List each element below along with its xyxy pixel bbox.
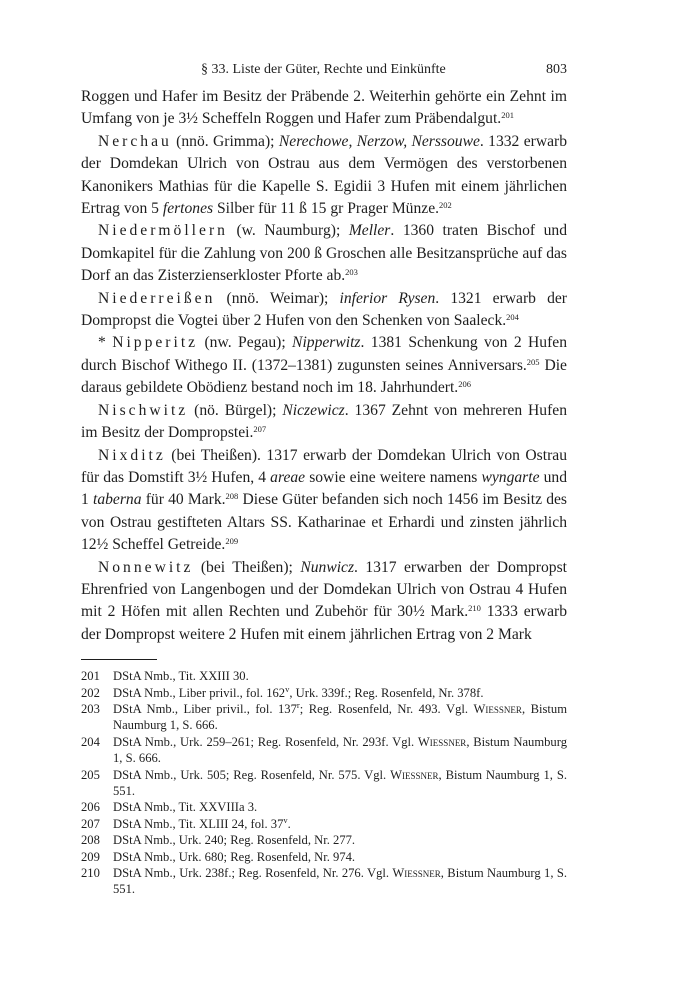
text-run: DStA Nmb., Liber privil., fol. 162 xyxy=(113,685,286,700)
running-header xyxy=(81,56,567,86)
text-run: (nnö. Grimma); xyxy=(171,132,279,150)
footnote xyxy=(81,767,567,800)
footnote-text xyxy=(113,734,567,767)
paragraph xyxy=(81,131,567,221)
italic-text: Meller xyxy=(348,222,391,240)
footnote-text xyxy=(113,799,567,815)
text-run: ; Reg. Rosenfeld, Nr. 493. Vgl. xyxy=(299,701,474,716)
footnote-number: 202 xyxy=(81,685,100,700)
superscript: v xyxy=(285,683,290,694)
footnote-number: 201 xyxy=(81,669,100,684)
text-run: . 1360 traten Bischof und Domkapitel für die Zahlung von 200 ß Groschen alle Besitzansprüche auf das Dorf an das Zisterzienserkloster Pforte ab. xyxy=(81,222,567,285)
italic-text: wyngarte xyxy=(481,468,540,486)
superscript: 204 xyxy=(506,312,519,323)
footnote-separator xyxy=(81,659,157,660)
superscript: v xyxy=(283,814,288,825)
text-run: . 1317 erwarben der Dompropst Ehrenfried von Langenbogen und der Domdekan Ulrich von Ostrau 4 Hufen mit 2 Höfen mit allen Rechten und Zubehör für 30½ Mark. xyxy=(81,558,567,621)
paragraph xyxy=(81,332,567,399)
italic-text: fertones xyxy=(162,200,214,218)
superscript: 206 xyxy=(458,379,471,390)
text-run: DStA Nmb., Urk. 259–261; Reg. Rosenfeld, Nr. 293f. Vgl. xyxy=(113,734,418,749)
footnote-text xyxy=(113,668,567,684)
small-caps-author: Wiessner xyxy=(417,734,467,749)
text-run: für 40 Mark. xyxy=(141,491,226,509)
footnote xyxy=(81,701,567,734)
footnote xyxy=(81,668,567,684)
footnote xyxy=(81,849,567,865)
paragraph xyxy=(81,220,567,287)
footnote xyxy=(81,799,567,815)
text-run: . 1367 Zehnt von mehreren Hufen im Besitz der Dompropstei. xyxy=(81,401,567,442)
text-run: . xyxy=(287,816,291,831)
footnote-number: 203 xyxy=(81,701,100,716)
footnote-number: 206 xyxy=(81,800,100,815)
text-run: DStA Nmb., Tit. XXVIIIa 3. xyxy=(113,800,258,815)
text-run: (nö. Bürgel); xyxy=(188,401,283,419)
text-run: (nnö. Weimar); xyxy=(215,289,340,307)
superscript: 209 xyxy=(225,536,239,547)
italic-text: inferior Rysen xyxy=(339,289,436,307)
running-title: § 33. Liste der Güter, Rechte und Einkünfte xyxy=(201,62,446,77)
footnote xyxy=(81,816,567,832)
text-run: , Bistum Naumburg 1, S. 551. xyxy=(113,767,567,798)
footnote-text xyxy=(113,701,567,734)
footnote xyxy=(81,734,567,767)
footnotes xyxy=(81,668,567,898)
text-run: sowie eine weitere namens xyxy=(305,468,482,486)
paragraph xyxy=(81,288,567,333)
text-run: DStA Nmb., Urk. 240; Reg. Rosenfeld, Nr. 277. xyxy=(113,833,356,848)
text-run: , Bistum Naumburg 1, S. 666. xyxy=(113,701,567,733)
footnote-number: 208 xyxy=(81,833,100,848)
spaced-place-name: Nonnewitz xyxy=(98,558,194,576)
footnote xyxy=(81,685,567,701)
superscript: 205 xyxy=(526,356,540,367)
superscript: 207 xyxy=(253,424,267,435)
footnote-number: 210 xyxy=(81,866,100,881)
body-text xyxy=(81,86,567,646)
text-run: Silber für 11 ß 15 gr Prager Münze. xyxy=(213,200,440,218)
italic-text: Nerechowe, Nerzow, Nerssouwe xyxy=(278,132,480,150)
paragraph xyxy=(81,400,567,445)
text-run: DStA Nmb., Urk. 238f.; Reg. Rosenfeld, Nr. 276. Vgl. xyxy=(113,866,393,881)
text-run: DStA Nmb., Urk. 680; Reg. Rosenfeld, Nr. 974. xyxy=(113,849,356,864)
footnote-text xyxy=(113,816,567,832)
spaced-place-name: Niederreißen xyxy=(98,289,216,307)
footnote-number: 207 xyxy=(81,816,100,831)
superscript: 208 xyxy=(225,491,239,502)
italic-text: taberna xyxy=(93,491,142,509)
text-run: Diese Güter befanden sich noch 1456 im Besitz des von Ostrau gestifteten Altars SS. Katharinae et Erhardi und zinsten jährlich 12½ Scheffel Getreide. xyxy=(81,491,567,554)
italic-text: areae xyxy=(270,468,306,486)
spaced-place-name: Nixditz xyxy=(98,446,166,464)
text-run: (bei Theißen). 1317 erwarb der Domdekan Ulrich von Ostrau für das Domstift 3½ Hufen, 4 xyxy=(81,446,567,486)
small-caps-author: Wiessner xyxy=(390,767,439,782)
page-number: 803 xyxy=(546,62,567,77)
footnote-number: 209 xyxy=(81,849,100,864)
text-run: . 1332 erwarb der Domdekan Ulrich von Ostrau aus dem Vermögen des verstorbenen Kanonikers Mathias für die Kapelle S. Egidii 3 Hufen mit einem jährlichen Ertrag von 5 xyxy=(81,132,567,218)
footnote-text xyxy=(113,865,567,898)
superscript: 210 xyxy=(468,603,481,614)
spaced-place-name: Nipperitz xyxy=(112,334,199,352)
paragraph xyxy=(81,86,567,131)
superscript: 203 xyxy=(345,267,358,278)
text-run: , Bistum Naumburg 1, S. 551. xyxy=(113,866,567,897)
document-page xyxy=(81,56,567,898)
small-caps-author: Wiessner xyxy=(473,701,522,716)
text-run: DStA Nmb., Liber privil., fol. 137 xyxy=(113,701,297,716)
text-run: . 1321 erwarb der Dompropst die Vogtei über 2 Hufen von den Schenken von Saaleck. xyxy=(81,289,568,330)
superscript: 202 xyxy=(439,200,452,211)
text-run: DStA Nmb., Tit. XLIII 24, fol. 37 xyxy=(113,816,284,831)
text-run: Die daraus gebildete Obödienz bestand noch im 18. Jahrhundert. xyxy=(81,356,567,397)
italic-text: Nunwicz xyxy=(300,558,355,576)
footnote-text xyxy=(113,685,567,701)
text-run: * xyxy=(98,334,113,352)
footnote-text xyxy=(113,832,567,848)
spaced-place-name: Nerchau xyxy=(98,132,172,150)
text-run: DStA Nmb., Tit. XXIII 30. xyxy=(113,669,249,684)
text-run: (bei Theißen); xyxy=(193,558,301,576)
text-run: (w. Naumburg); xyxy=(227,222,349,240)
footnote-number: 204 xyxy=(81,734,100,749)
paragraph xyxy=(81,445,567,557)
footnote-text xyxy=(113,767,567,800)
text-run: , Urk. 339f.; Reg. Rosenfeld, Nr. 378f. xyxy=(289,685,484,700)
text-run: Roggen und Hafer im Besitz der Präbende 2. Weiterhin gehörte ein Zehnt im Umfang von je 3½ Scheffeln Roggen und Hafer zum Präbendalgut. xyxy=(81,88,567,128)
footnote-number: 205 xyxy=(81,767,100,782)
text-run: . 1381 Schenkung von 2 Hufen durch Bischof Withego II. (1372–1381) zugunsten seines Anniversars. xyxy=(81,334,568,374)
italic-text: Nipperwitz xyxy=(292,334,361,352)
spaced-place-name: Nischwitz xyxy=(98,401,189,419)
small-caps-author: Wiessner xyxy=(392,866,441,881)
text-run: und 1 xyxy=(81,468,567,509)
text-run: 1333 erwarb der Dompropst weitere 2 Hufen mit einem jährlichen Ertrag von 2 Mark xyxy=(81,603,567,643)
text-run: , Bistum Naumburg 1, S. 666. xyxy=(113,734,567,766)
footnote xyxy=(81,865,567,898)
paragraph xyxy=(81,557,567,647)
text-run: DStA Nmb., Urk. 505; Reg. Rosenfeld, Nr. 575. Vgl. xyxy=(113,767,391,782)
footnote-text xyxy=(113,849,567,865)
italic-text: Niczewicz xyxy=(282,401,345,419)
superscript: 201 xyxy=(501,110,514,121)
superscript: r xyxy=(296,699,300,710)
footnote xyxy=(81,832,567,848)
text-run: (nw. Pegau); xyxy=(198,334,293,352)
spaced-place-name: Niedermöllern xyxy=(98,222,228,240)
